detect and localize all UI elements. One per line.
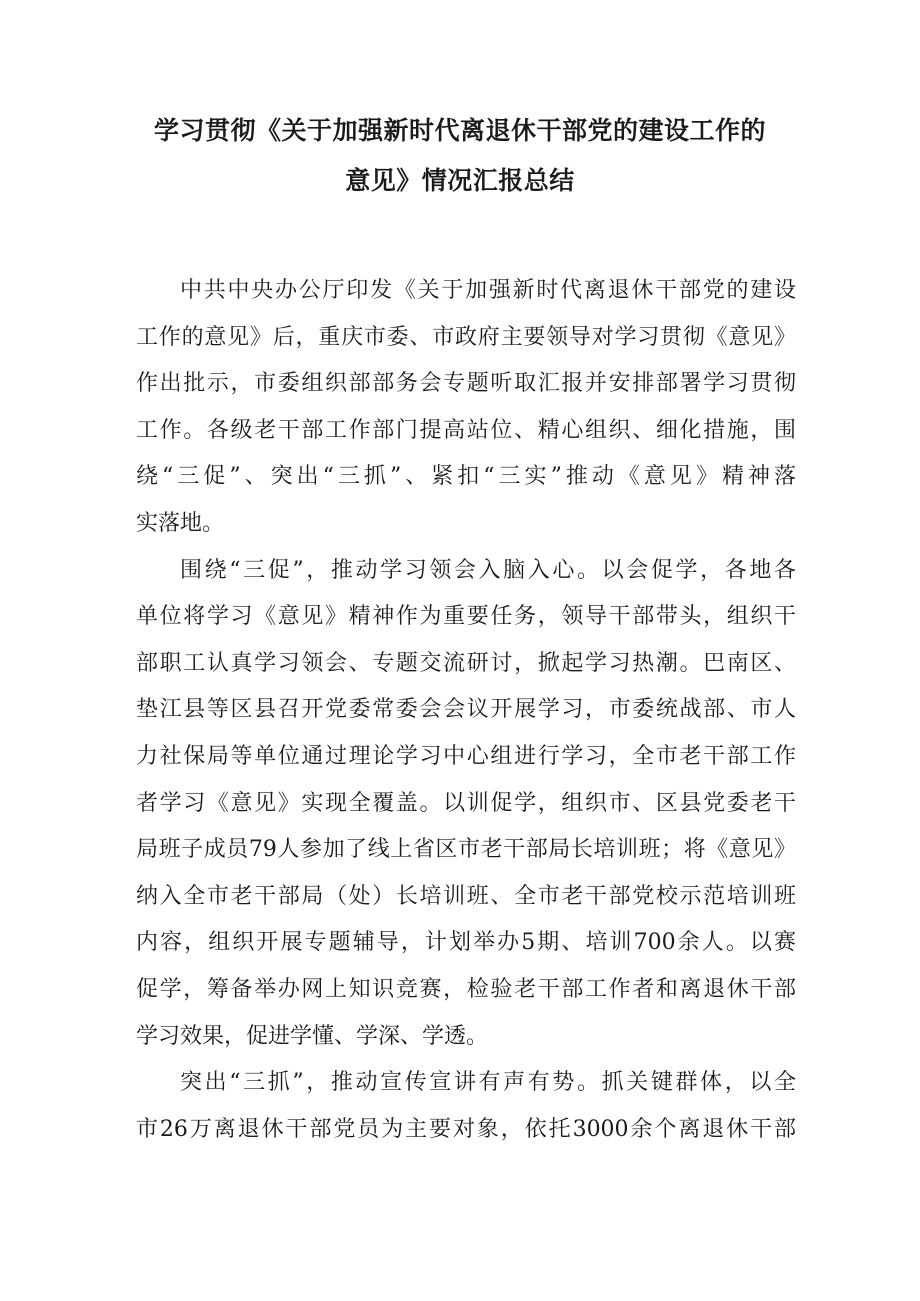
body-line-16: 促学，筹备举办网上知识竞赛，检验老干部工作者和离退休干部 bbox=[136, 976, 796, 1002]
body-line-11: 力社保局等单位通过理论学习中心组进行学习，全市老干部工作 bbox=[136, 743, 796, 769]
paragraph-1 bbox=[136, 268, 796, 548]
paragraph-2 bbox=[136, 548, 796, 1061]
body-line-2: 工作的意见》后，重庆市委、市政府主要领导对学习贯彻《意见》 bbox=[136, 324, 796, 350]
body-line-18: 突出“三抓”，推动宣传宣讲有声有势。抓关键群体，以全 bbox=[180, 1070, 796, 1096]
document-title-line-2: 意见》情况汇报总结 bbox=[345, 166, 575, 195]
body-line-1: 中共中央办公厅印发《关于加强新时代离退休干部党的建设 bbox=[180, 278, 796, 303]
body-line-12: 者学习《意见》实现全覆盖。以训促学，组织市、区县党委老干 bbox=[136, 790, 796, 816]
body-line-10: 垫江县等区县召开党委常委会会议开展学习，市委统战部、市人 bbox=[136, 697, 796, 723]
body-line-9: 部职工认真学习领会、专题交流研讨，掀起学习热潮。巴南区、 bbox=[136, 650, 796, 676]
paragraph-3 bbox=[136, 1060, 796, 1153]
body-line-7: 围绕“三促”，推动学习领会入脑入心。以会促学，各地各 bbox=[180, 557, 796, 583]
body-line-14: 纳入全市老干部局（处）长培训班、全市老干部党校示范培训班 bbox=[136, 883, 796, 909]
body-line-8: 单位将学习《意见》精神作为重要任务，领导干部带头，组织干 bbox=[136, 604, 796, 630]
body-line-17: 学习效果，促进学懂、学深、学透。 bbox=[136, 1023, 489, 1049]
body-line-3: 作出批示，市委组织部部务会专题听取汇报并安排部署学习贯彻 bbox=[136, 371, 796, 397]
body-line-5: 绕“三促”、突出“三抓”、紧扣“三实”推动《意见》精神落 bbox=[136, 464, 796, 490]
body-line-13: 局班子成员79人参加了线上省区市老干部局长培训班；将《意见》 bbox=[136, 837, 796, 863]
body-line-19: 市26万离退休干部党员为主要对象，依托3000余个离退休干部 bbox=[136, 1116, 796, 1142]
body-line-15: 内容，组织开展专题辅导，计划举办5期、培训700余人。以赛 bbox=[136, 930, 796, 956]
body-line-4: 工作。各级老干部工作部门提高站位、精心组织、细化措施，围 bbox=[136, 417, 796, 443]
document-title-line-1: 学习贯彻《关于加强新时代离退休干部党的建设工作的 bbox=[153, 116, 766, 145]
body-line-6: 实落地。 bbox=[136, 510, 225, 536]
document-body bbox=[136, 268, 796, 1153]
